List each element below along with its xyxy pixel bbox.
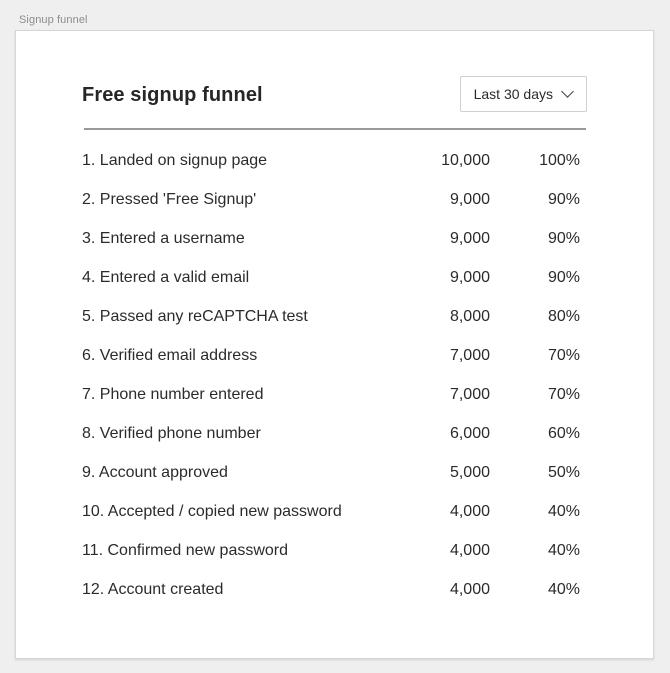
funnel-list xyxy=(82,142,582,610)
step-count: 4,000 xyxy=(449,581,490,598)
card-title: Free signup funnel xyxy=(82,84,263,106)
step-percent: 50% xyxy=(547,464,580,481)
funnel-row xyxy=(82,181,582,220)
step-percent: 40% xyxy=(547,581,580,598)
step-count: 8,000 xyxy=(449,308,490,325)
step-count: 10,000 xyxy=(441,152,490,169)
step-count: 9,000 xyxy=(449,191,490,208)
step-count: 7,000 xyxy=(449,386,490,403)
step-percent: 40% xyxy=(547,542,580,559)
date-range-value: Last 30 days xyxy=(473,86,553,102)
funnel-row xyxy=(82,298,582,337)
funnel-row xyxy=(82,259,582,298)
frame-label: Signup funnel xyxy=(19,14,88,26)
funnel-row xyxy=(82,493,582,532)
step-label: 4. Entered a valid email xyxy=(82,269,250,286)
step-label: 3. Entered a username xyxy=(82,230,245,247)
funnel-row xyxy=(82,454,582,493)
step-percent: 90% xyxy=(547,191,580,208)
step-count: 4,000 xyxy=(449,542,490,559)
step-label: 8. Verified phone number xyxy=(82,425,261,442)
step-count: 5,000 xyxy=(449,464,490,481)
step-label: 2. Pressed 'Free Signup' xyxy=(82,191,257,208)
step-label: 12. Account created xyxy=(82,581,224,598)
step-label: 5. Passed any reCAPTCHA test xyxy=(82,308,308,325)
step-percent: 100% xyxy=(539,152,580,169)
step-count: 9,000 xyxy=(449,230,490,247)
step-count: 6,000 xyxy=(449,425,490,442)
step-percent: 90% xyxy=(547,230,580,247)
step-label: 7. Phone number entered xyxy=(82,386,264,403)
step-count: 4,000 xyxy=(449,503,490,520)
step-count: 9,000 xyxy=(449,269,490,286)
funnel-card xyxy=(15,30,654,659)
funnel-row xyxy=(82,376,582,415)
funnel-row xyxy=(82,220,582,259)
step-percent: 70% xyxy=(547,347,580,364)
date-range-select[interactable] xyxy=(460,76,587,112)
step-percent: 70% xyxy=(547,386,580,403)
card-header xyxy=(82,76,587,112)
funnel-row xyxy=(82,337,582,376)
step-label: 9. Account approved xyxy=(82,464,228,481)
step-label: 6. Verified email address xyxy=(82,347,258,364)
header-divider xyxy=(84,128,586,130)
step-percent: 90% xyxy=(547,269,580,286)
chevron-down-icon xyxy=(561,85,574,98)
step-label: 10. Accepted / copied new password xyxy=(82,503,342,520)
step-label: 11. Confirmed new password xyxy=(82,542,289,559)
funnel-row xyxy=(82,532,582,571)
step-percent: 60% xyxy=(547,425,580,442)
step-count: 7,000 xyxy=(449,347,490,364)
funnel-row xyxy=(82,415,582,454)
step-percent: 80% xyxy=(547,308,580,325)
step-percent: 40% xyxy=(547,503,580,520)
funnel-row xyxy=(82,571,582,610)
step-label: 1. Landed on signup page xyxy=(82,152,268,169)
funnel-row xyxy=(82,142,582,181)
